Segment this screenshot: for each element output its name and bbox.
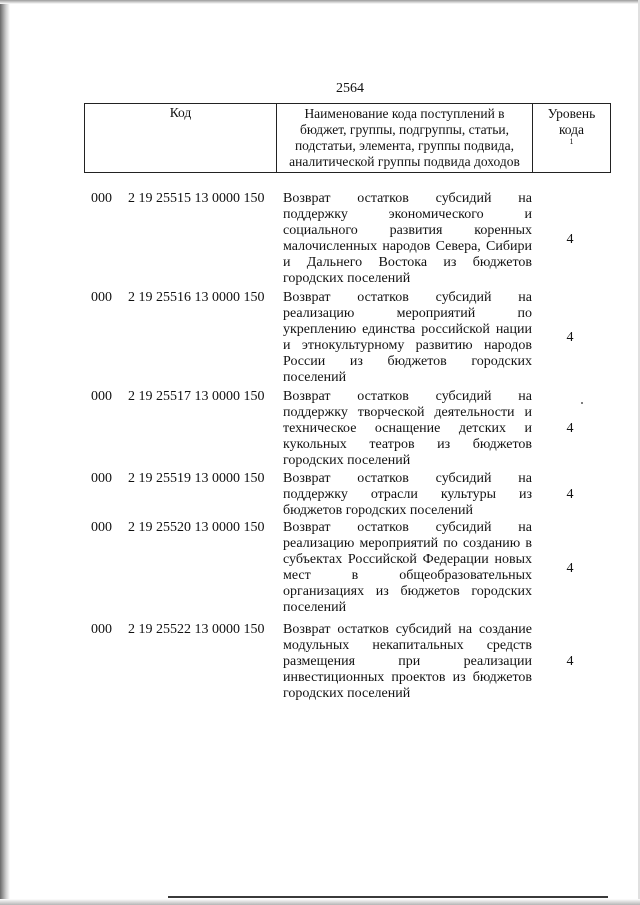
description-line: Возврат остатков субсидий на <box>283 389 532 404</box>
income-description <box>283 290 532 386</box>
description-line: Возврат остатков субсидий на <box>283 520 532 535</box>
admin-code: 000 <box>91 520 112 535</box>
kbk-code: 2 19 25519 13 0000 150 <box>128 471 265 486</box>
scan-edge-top <box>0 0 640 4</box>
header-name-cell <box>277 104 533 173</box>
header-level-line: Уровень <box>547 106 596 121</box>
header-level-line-2 <box>533 122 610 154</box>
scan-edge-bottom <box>0 899 640 905</box>
level-value: 4 <box>566 421 574 436</box>
header-level-word: кода <box>558 122 585 137</box>
description-line: Возврат остатков субсидий на <box>283 191 532 206</box>
description-line: организациях из бюджетов городских <box>283 584 532 599</box>
kbk-code: 2 19 25522 13 0000 150 <box>128 622 265 637</box>
description-line: Возврат остатков субсидий на <box>283 290 532 305</box>
header-name-line: аналитической группы подвида доходов <box>289 154 520 169</box>
kbk-code: 2 19 25517 13 0000 150 <box>128 389 265 404</box>
description-line: Возврат остатков субсидий на <box>283 471 532 486</box>
page-bottom-rule <box>168 896 608 898</box>
header-row <box>85 104 611 173</box>
description-line: укреплению единства российской нации <box>283 322 532 337</box>
level-value: 4 <box>566 654 574 669</box>
level-value: 4 <box>566 232 574 247</box>
header-level-cell <box>533 104 611 173</box>
description-line: Возврат остатков субсидий на создание <box>283 622 532 637</box>
footnote-marker: 1 <box>569 136 574 146</box>
description-line: России из бюджетов городских <box>283 354 532 369</box>
admin-code: 000 <box>91 290 112 305</box>
description-line: поддержку экономического и <box>283 207 532 222</box>
page-number: 2564 <box>336 81 364 96</box>
admin-code: 000 <box>91 622 112 637</box>
description-line: поддержку отрасли культуры из <box>283 487 532 502</box>
header-table <box>84 103 611 173</box>
income-description <box>283 389 532 469</box>
description-line: бюджетов городских поселений <box>283 503 473 518</box>
description-line: реализацию мероприятий по <box>283 306 532 321</box>
scan-edge-left <box>0 0 10 905</box>
description-line: социального развития коренных <box>283 223 532 238</box>
header-code-label: Код <box>169 105 192 120</box>
description-line: техническое оснащение детских и <box>283 421 532 436</box>
kbk-code: 2 19 25520 13 0000 150 <box>128 520 265 535</box>
description-line: городских поселений <box>283 686 411 701</box>
admin-code: 000 <box>91 389 112 404</box>
description-line: малочисленных народов Севера, Сибири <box>283 239 532 254</box>
kbk-code: 2 19 25515 13 0000 150 <box>128 191 265 206</box>
income-description <box>283 191 532 287</box>
level-value: 4 <box>566 330 574 345</box>
description-line: поселений <box>283 600 347 615</box>
header-name-line: Наименование кода поступлений в <box>304 106 505 121</box>
level-value: 4 <box>566 487 574 502</box>
description-line: поселений <box>283 370 347 385</box>
description-line: кукольных театров из бюджетов <box>283 437 532 452</box>
description-line: и этнокультурному развитию народов <box>283 338 532 353</box>
description-line: поддержку творческой деятельности и <box>283 405 532 420</box>
description-line: городских поселений <box>283 271 411 286</box>
header-code-cell <box>85 104 277 173</box>
header-name-line: подстатьи, элемента, группы подвида, <box>294 138 515 153</box>
description-line: модульных некапитальных средств <box>283 638 532 653</box>
admin-code: 000 <box>91 471 112 486</box>
description-line: субъектах Российской Федерации новых <box>283 552 532 567</box>
kbk-code: 2 19 25516 13 0000 150 <box>128 290 265 305</box>
income-description <box>283 622 532 702</box>
level-value: 4 <box>566 561 574 576</box>
income-description <box>283 520 532 616</box>
description-line: мест в общеобразовательных <box>283 568 532 583</box>
header-name-line: бюджет, группы, подгруппы, статьи, <box>300 122 509 137</box>
description-line: реализацию мероприятий по созданию в <box>283 536 532 551</box>
income-description <box>283 471 532 519</box>
scan-speck <box>581 402 583 404</box>
description-line: и Дальнего Востока из бюджетов <box>283 255 532 270</box>
description-line: городских поселений <box>283 453 411 468</box>
admin-code: 000 <box>91 191 112 206</box>
description-line: инвестиционных проектов из бюджетов <box>283 670 532 685</box>
description-line: размещения при реализации <box>283 654 532 669</box>
